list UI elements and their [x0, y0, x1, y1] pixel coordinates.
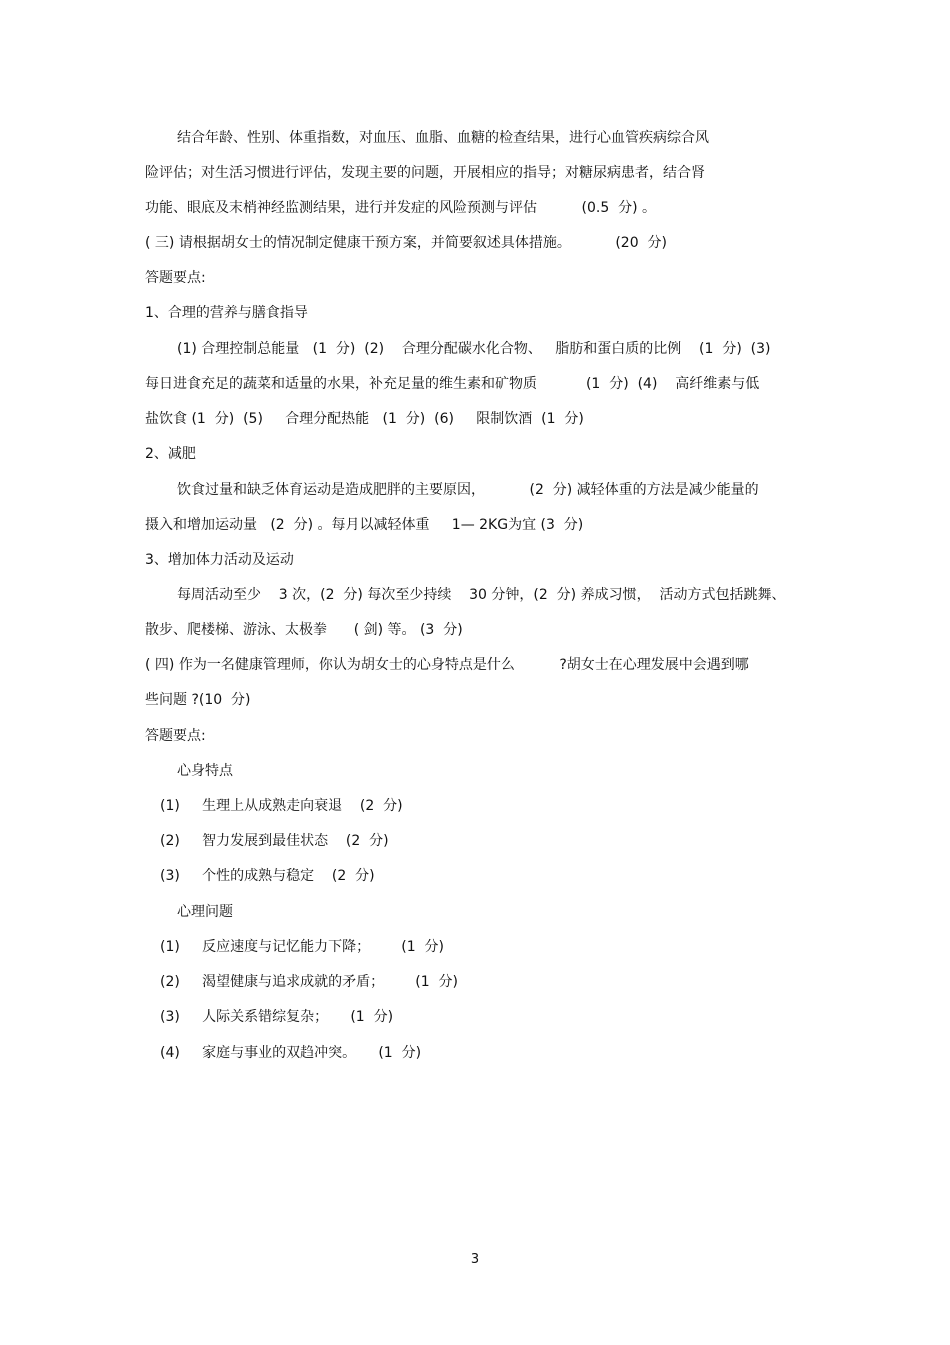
subsection-heading: 3、增加体力活动及运动 — [145, 552, 294, 568]
subsection-heading: 2、减肥 — [145, 446, 196, 462]
paragraph-line: 饮食过量和缺乏体育运动是造成肥胖的主要原因， (2 分) 减轻体重的方法是减少能量的 — [177, 482, 759, 498]
section-heading: ( 四) 作为一名健康管理师，你认为胡女士的心身特点是什么 ?胡女士在心理发展中会遇到哪 — [145, 657, 749, 673]
category-heading: 心身特点 — [177, 763, 233, 779]
answer-points-label: 答题要点: — [145, 728, 206, 744]
list-item: (2) 智力发展到最佳状态 (2 分) — [160, 833, 389, 849]
paragraph-line: 摄入和增加运动量 (2 分) 。每月以减轻体重 1— 2KG为宜 (3 分) — [145, 517, 584, 533]
list-item: (1) 生理上从成熟走向衰退 (2 分) — [160, 798, 403, 814]
paragraph-line: 每日进食充足的蔬菜和适量的水果，补充足量的维生素和矿物质 (1 分) (4) 高纤维素与低 — [145, 376, 760, 392]
paragraph-line: 散步、爬楼梯、游泳、太极拳 ( 剑) 等。 (3 分) — [145, 622, 463, 638]
section-heading: ( 三) 请根据胡女士的情况制定健康干预方案，并简要叙述具体措施。 (20 分) — [145, 235, 667, 251]
list-item: (3) 个性的成熟与稳定 (2 分) — [160, 868, 375, 884]
paragraph-line: 每周活动至少 3 次，(2 分) 每次至少持续 30 分钟，(2 分) 养成习惯， 活动方式包括跳舞、 — [177, 587, 786, 603]
paragraph-line: 盐饮食 (1 分) (5) 合理分配热能 (1 分) (6) 限制饮酒 (1 分) — [145, 411, 584, 427]
paragraph-line: 结合年龄、性别、体重指数，对血压、血脂、血糖的检查结果，进行心血管疾病综合风 — [177, 130, 709, 146]
page-number: 3 — [470, 1252, 480, 1267]
paragraph-line: 险评估；对生活习惯进行评估，发现主要的问题，开展相应的指导；对糖尿病患者，结合肾 — [145, 165, 705, 181]
answer-points-label: 答题要点: — [145, 270, 206, 286]
paragraph-line: (1) 合理控制总能量 (1 分) (2) 合理分配碳水化合物、 脂肪和蛋白质的比例 (1 分) (3) — [177, 341, 771, 357]
list-item: (1) 反应速度与记忆能力下降； (1 分) — [160, 939, 444, 955]
list-item: (4) 家庭与事业的双趋冲突。 (1 分) — [160, 1045, 422, 1061]
section-heading: 些问题 ?(10 分) — [145, 692, 251, 708]
paragraph-line: 功能、眼底及末梢神经监测结果，进行并发症的风险预测与评估 (0.5 分) 。 — [145, 200, 657, 216]
category-heading: 心理问题 — [177, 904, 233, 920]
subsection-heading: 1、合理的营养与膳食指导 — [145, 305, 308, 321]
list-item: (2) 渴望健康与追求成就的矛盾； (1 分) — [160, 974, 458, 990]
list-item: (3) 人际关系错综复杂； (1 分) — [160, 1009, 394, 1025]
